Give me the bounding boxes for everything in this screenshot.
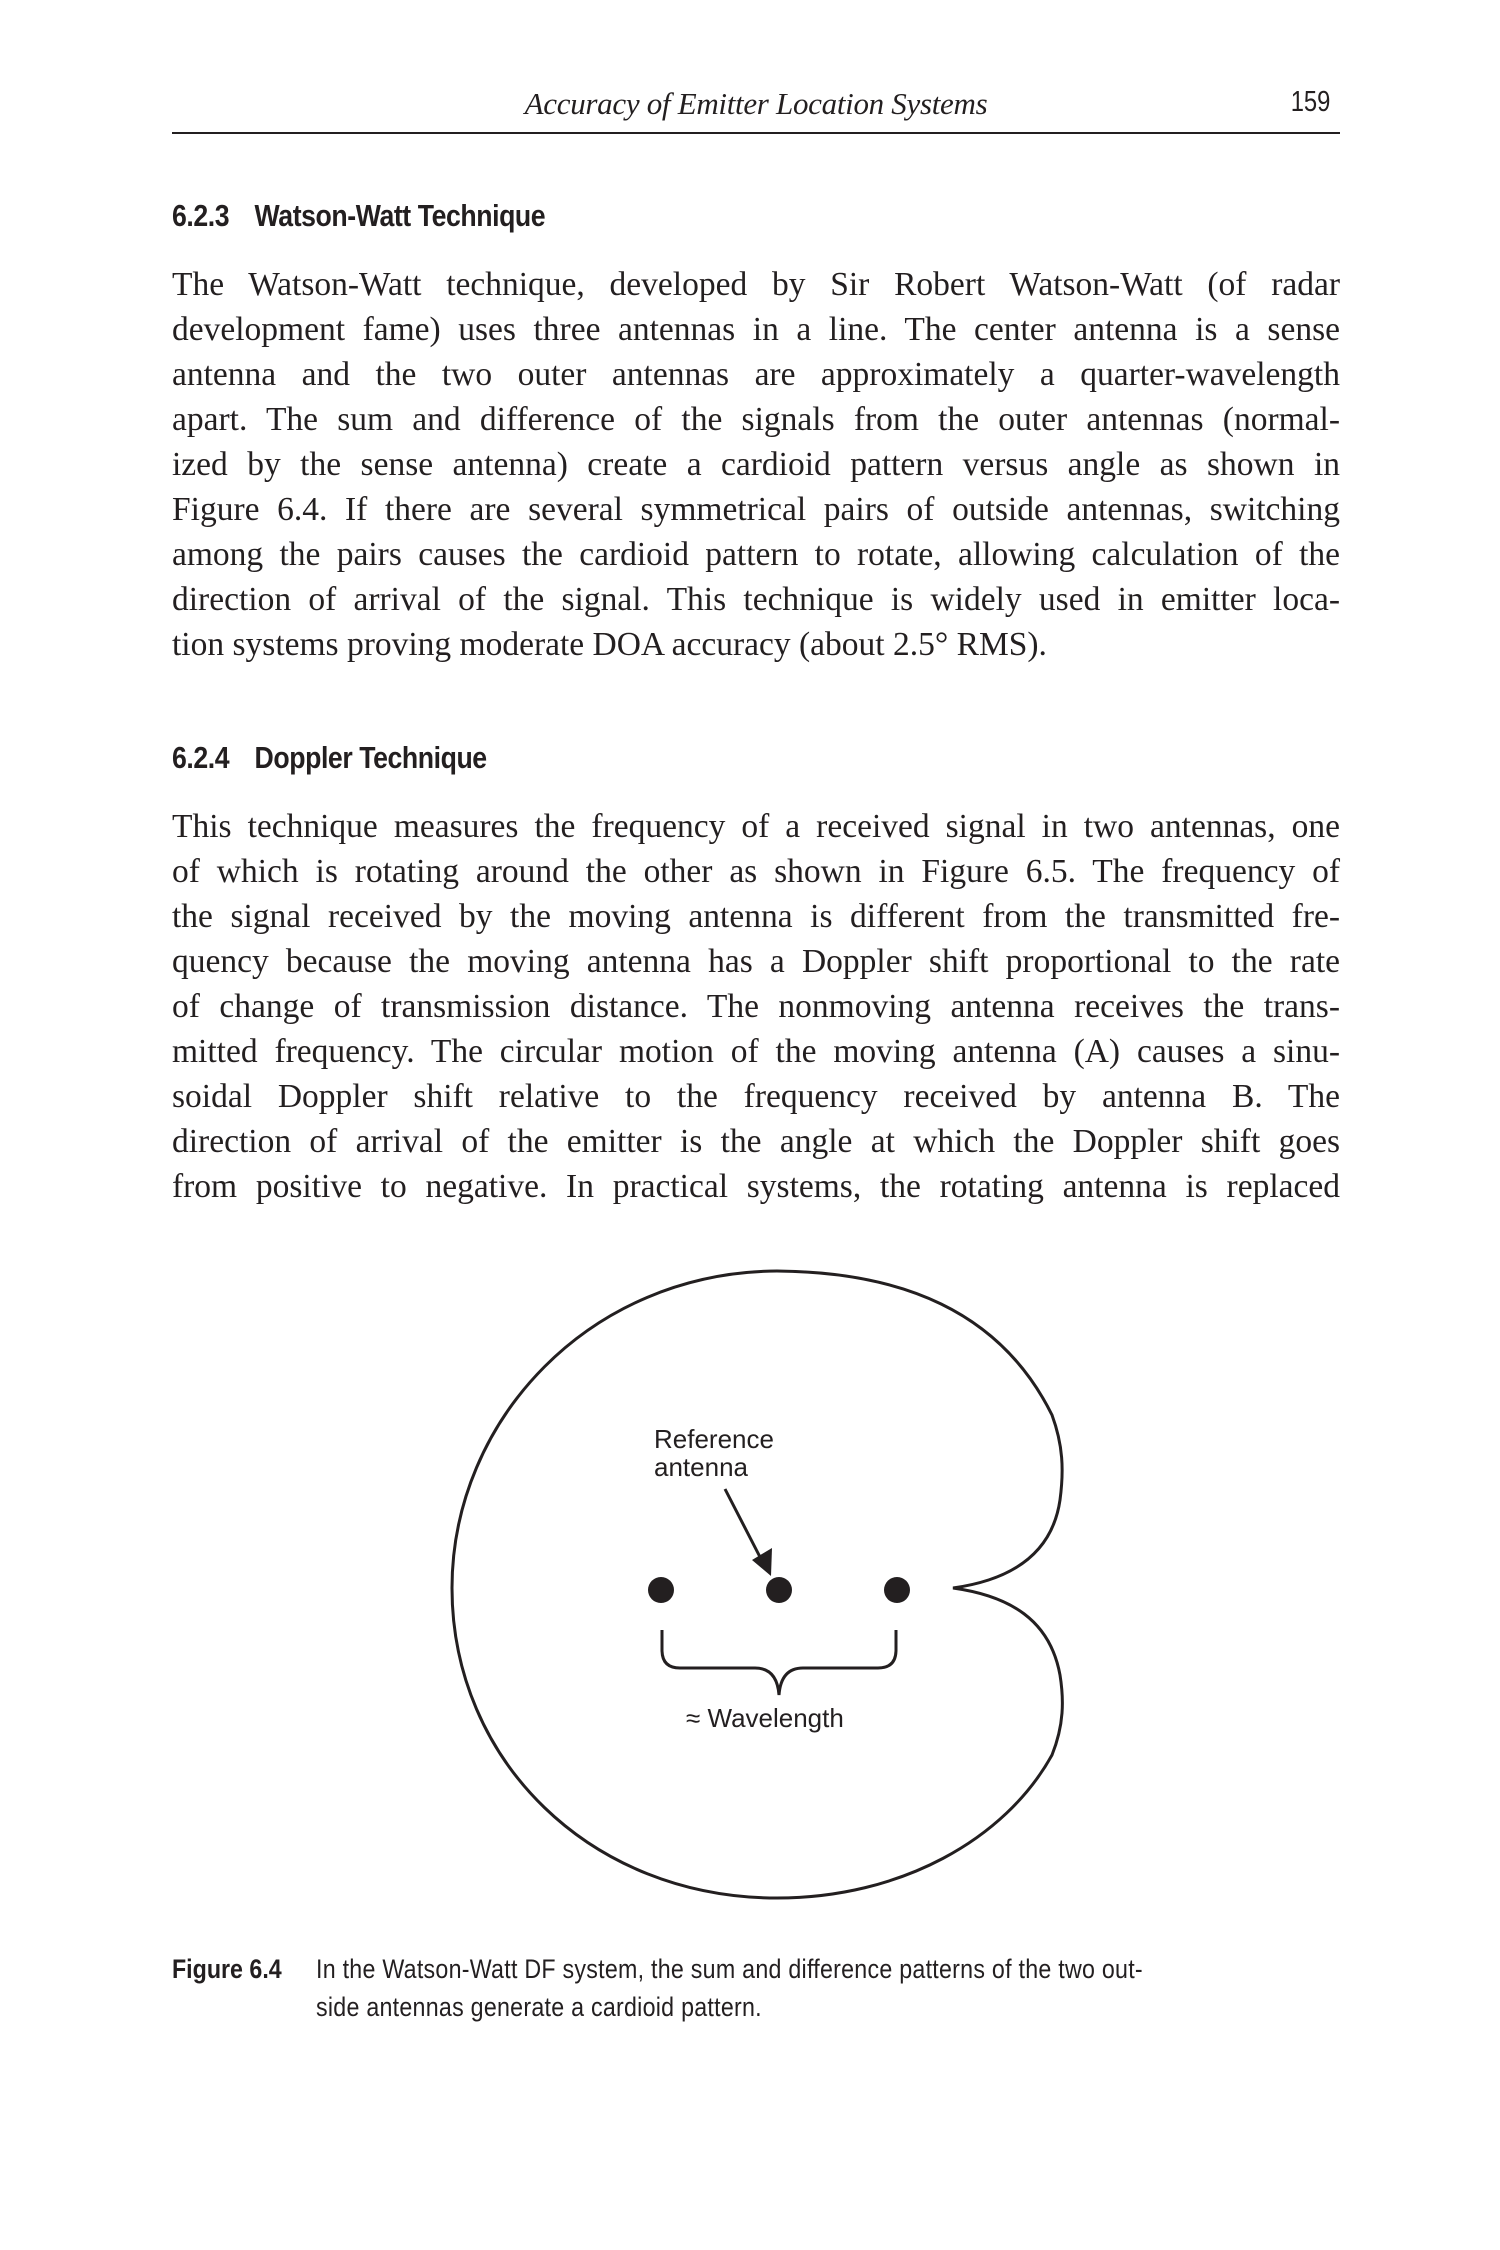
text-line: soidal Doppler shift relative to the frequency received by antenna B. The — [172, 1078, 1340, 1115]
wavelength-brace-icon — [662, 1630, 896, 1695]
text-line: apart. The sum and difference of the signals from the outer antennas (normal- — [172, 401, 1340, 438]
reference-antenna-label-line1: Reference — [654, 1424, 774, 1454]
page-number: 159 — [1290, 86, 1330, 118]
text-line: direction of arrival of the emitter is the angle at which the Doppler shift goes — [172, 1123, 1340, 1160]
text-line: direction of arrival of the signal. This technique is widely used in emitter loca- — [172, 581, 1340, 618]
wavelength-label: ≈ Wavelength — [686, 1703, 844, 1733]
outer-antenna-left-icon — [648, 1577, 674, 1603]
text-line: tion systems proving moderate DOA accuracy (about 2.5° RMS). — [172, 626, 1047, 663]
reference-arrow-icon — [725, 1489, 772, 1576]
section-title: Watson-Watt Technique — [254, 198, 546, 233]
text-line: Figure 6.4. If there are several symmetrical pairs of outside antennas, switching — [172, 491, 1340, 528]
reference-antenna-label-line2: antenna — [654, 1452, 748, 1482]
text-line: of change of transmission distance. The nonmoving antenna receives the trans- — [172, 988, 1340, 1025]
text-line: The Watson-Watt technique, developed by Sir Robert Watson-Watt (of radar — [172, 266, 1340, 303]
caption-label: Figure 6.4 — [172, 1954, 282, 1984]
section-title: Doppler Technique — [254, 740, 487, 775]
text-line: ized by the sense antenna) create a cardioid pattern versus angle as shown in — [172, 446, 1340, 483]
text-line: antenna and the two outer antennas are approximately a quarter-wavelength — [172, 356, 1340, 393]
running-head — [172, 80, 1340, 134]
text-line: mitted frequency. The circular motion of the moving antenna (A) causes a sinu- — [172, 1033, 1340, 1070]
text-line: This technique measures the frequency of a received signal in two antennas, one — [172, 808, 1340, 845]
section-number: 6.2.3 — [172, 198, 230, 233]
section-heading-6-2-4 — [172, 740, 487, 776]
text-line: among the pairs causes the cardioid pattern to rotate, allowing calculation of the — [172, 536, 1340, 573]
text-line: quency because the moving antenna has a Doppler shift proportional to the rate — [172, 943, 1340, 980]
text-line: development fame) uses three antennas in a line. The center antenna is a sense — [172, 311, 1340, 348]
text-line: from positive to negative. In practical systems, the rotating antenna is replaced — [172, 1168, 1340, 1205]
paragraph-watson-watt — [172, 262, 1340, 667]
text-line: the signal received by the moving antenna is different from the transmitted fre- — [172, 898, 1340, 935]
section-number: 6.2.4 — [172, 740, 230, 775]
running-title: Accuracy of Emitter Location Systems — [524, 86, 988, 121]
text-line: of which is rotating around the other as shown in Figure 6.5. The frequency of — [172, 853, 1340, 890]
caption-line: side antennas generate a cardioid pattern. — [316, 1992, 762, 2022]
antenna-elements — [648, 1577, 910, 1603]
section-heading-6-2-3 — [172, 198, 545, 234]
reference-antenna-icon — [766, 1577, 792, 1603]
caption-line: In the Watson-Watt DF system, the sum and difference patterns of the two out- — [316, 1954, 1143, 1984]
paragraph-doppler — [172, 804, 1340, 1209]
outer-antenna-right-icon — [884, 1577, 910, 1603]
cardioid-outline — [452, 1271, 1062, 1898]
